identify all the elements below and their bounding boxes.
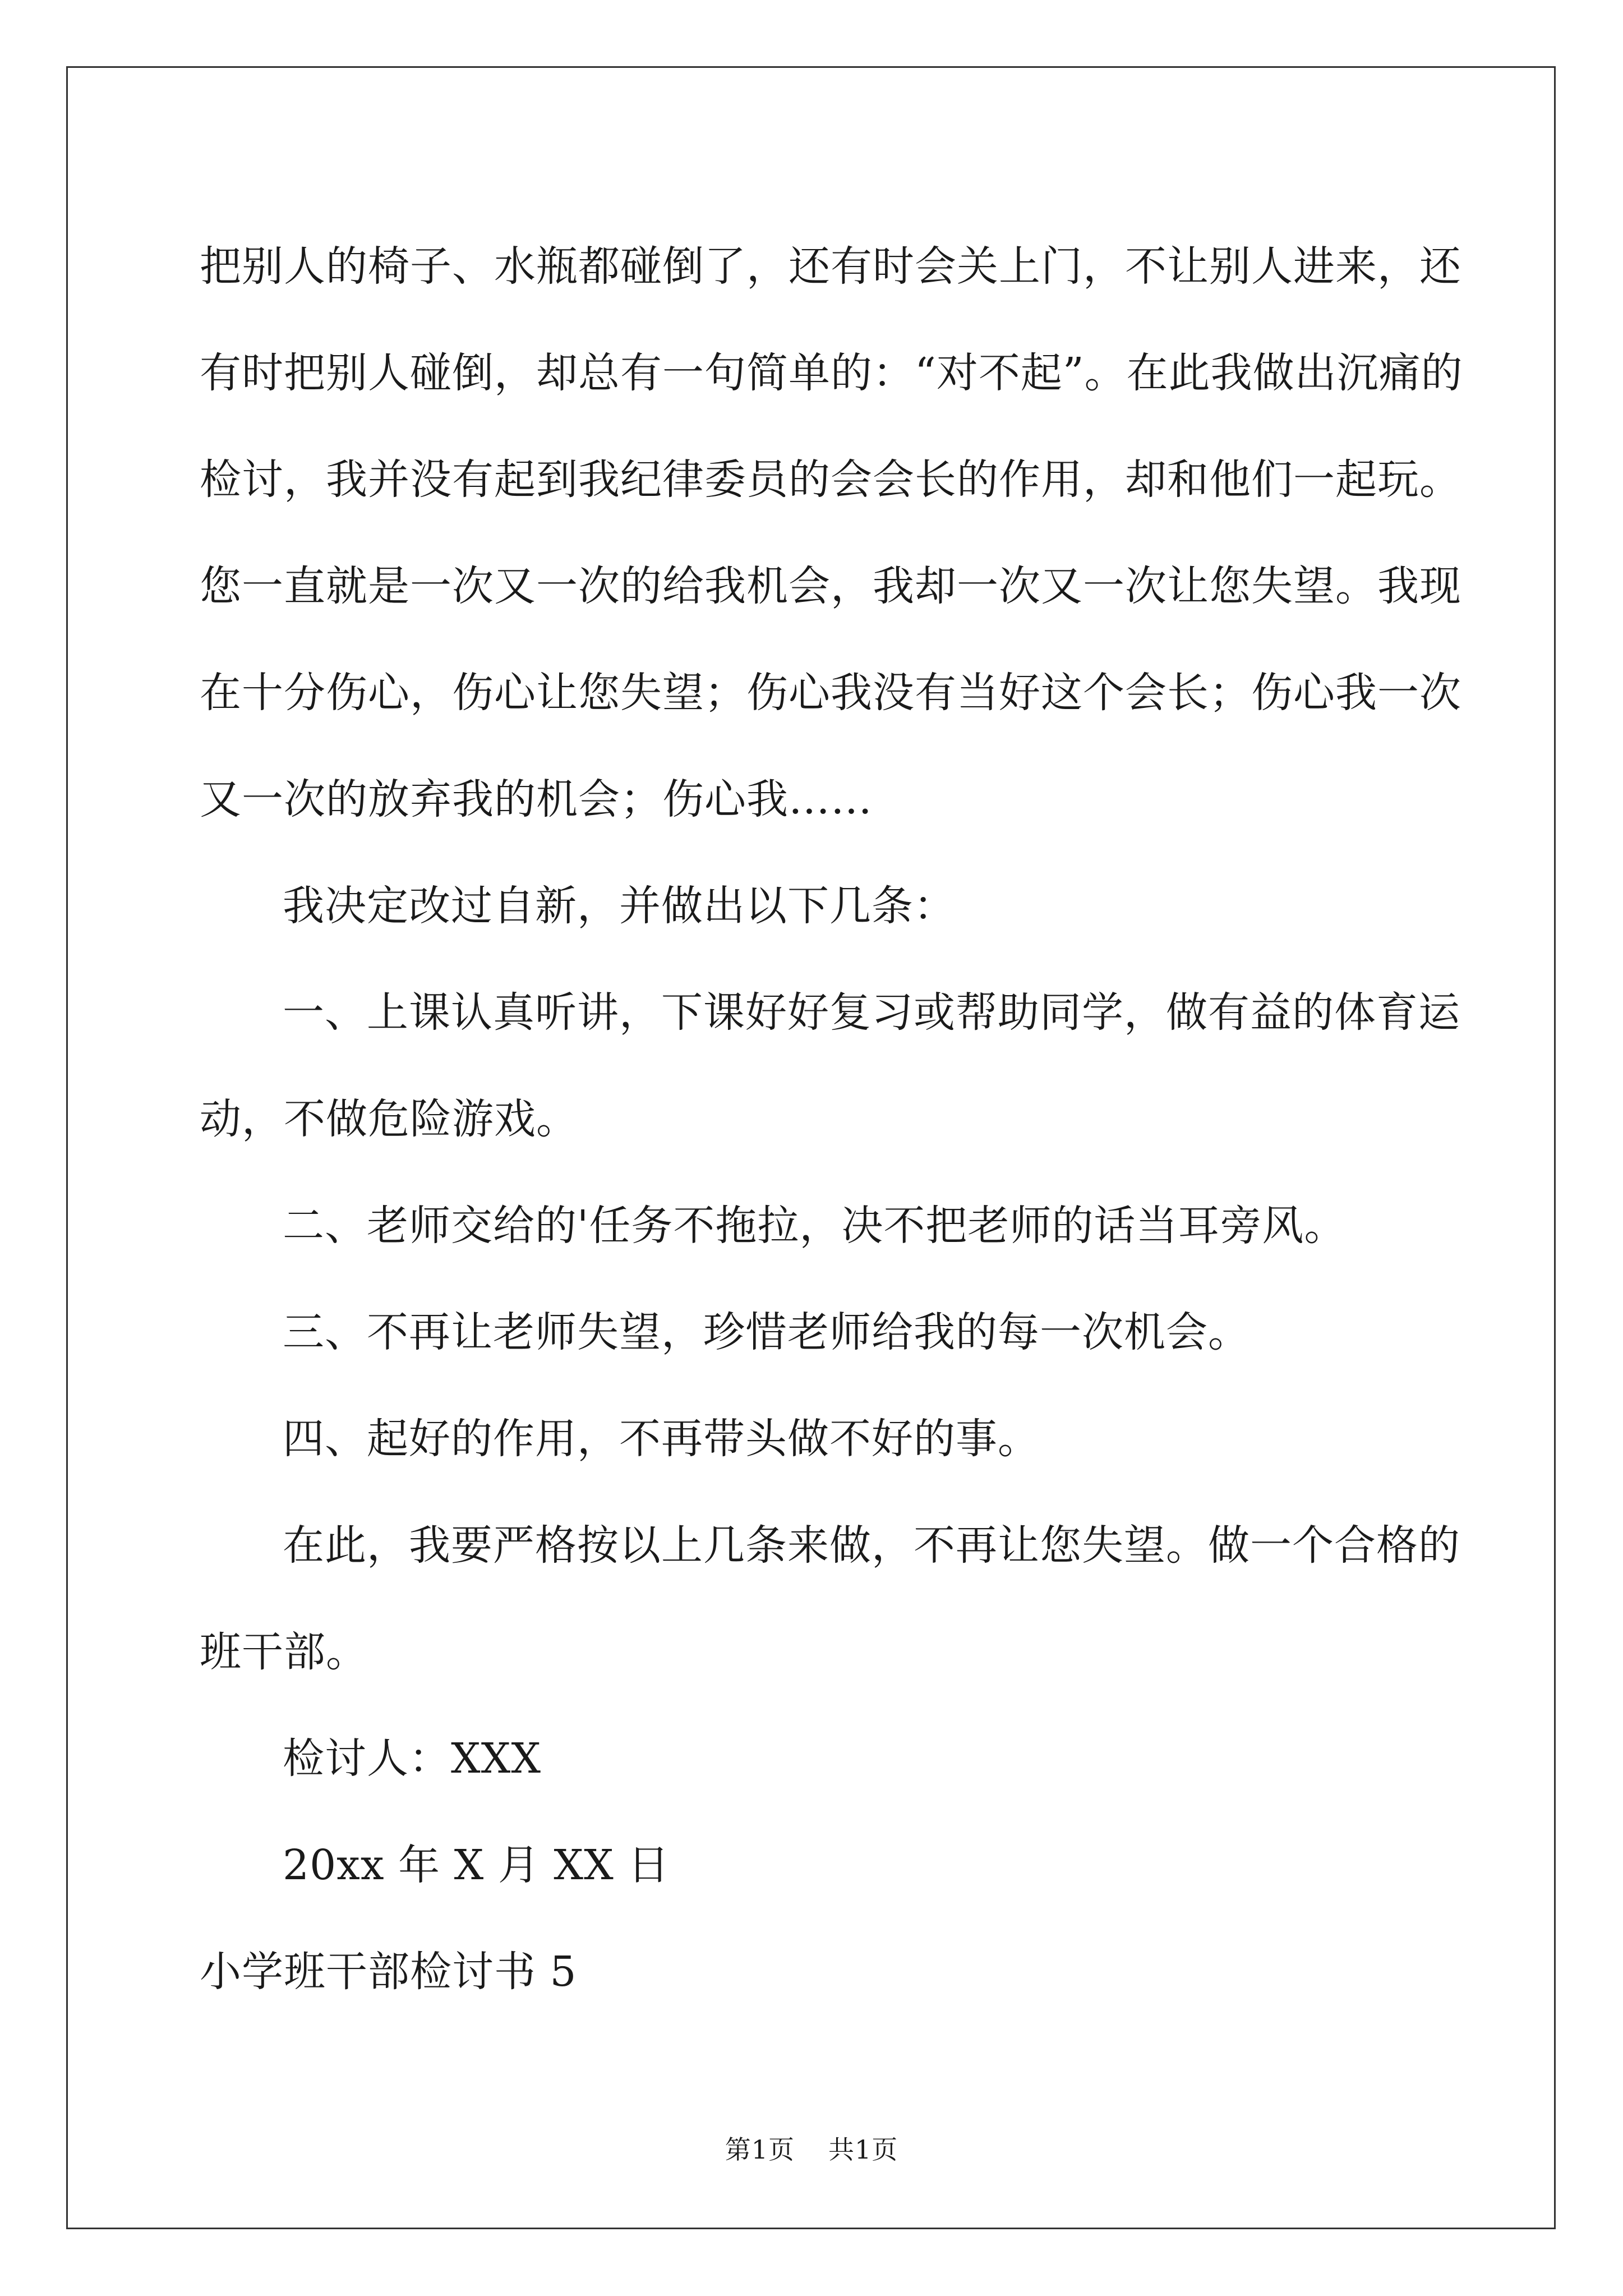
text-line: 有时把别人碰倒，却总有一句简单的：“对不起”。在此我做出沉痛的 xyxy=(200,349,1463,397)
list-item-4: 四、起好的作用，不再带头做不好的事。 xyxy=(283,1415,1040,1463)
signature: 检讨人：XXX xyxy=(283,1734,542,1783)
text-line: 把别人的椅子、水瓶都碰倒了，还有时会关上门，不让别人进来，还 xyxy=(200,242,1461,291)
closing-paragraph-continued: 班干部。 xyxy=(200,1628,368,1676)
list-item-1: 一、上课认真听讲，下课好好复习或帮助同学，做有益的体育运 xyxy=(283,988,1460,1037)
list-item-3: 三、不再让老师失望，珍惜老师给我的每一次机会。 xyxy=(283,1308,1250,1356)
document-body xyxy=(200,213,1463,2025)
page-footer xyxy=(0,2133,1623,2166)
list-item-2: 二、老师交给的'任务不拖拉，决不把老师的话当耳旁风。 xyxy=(283,1202,1347,1250)
text-line: 您一直就是一次又一次的给我机会，我却一次又一次让您失望。我现 xyxy=(200,562,1461,610)
paragraph-intro: 我决定改过自新，并做出以下几条： xyxy=(283,882,956,930)
page-total: 共1页 xyxy=(828,2134,898,2165)
closing-paragraph: 在此，我要严格按以上几条来做，不再让您失望。做一个合格的 xyxy=(283,1521,1460,1570)
date: 20xx 年 X 月 XX 日 xyxy=(283,1841,670,1889)
text-line: 检讨，我并没有起到我纪律委员的会会长的作用，却和他们一起玩。 xyxy=(200,455,1461,504)
list-item-1-continued: 动，不做危险游戏。 xyxy=(200,1095,578,1143)
text-line: 在十分伤心，伤心让您失望；伤心我没有当好这个会长；伤心我一次 xyxy=(200,669,1461,717)
text-line: 又一次的放弃我的机会；伤心我…… xyxy=(200,775,873,823)
page-number: 第1页 xyxy=(725,2134,795,2165)
section-title: 小学班干部检讨书 5 xyxy=(200,1948,577,1996)
